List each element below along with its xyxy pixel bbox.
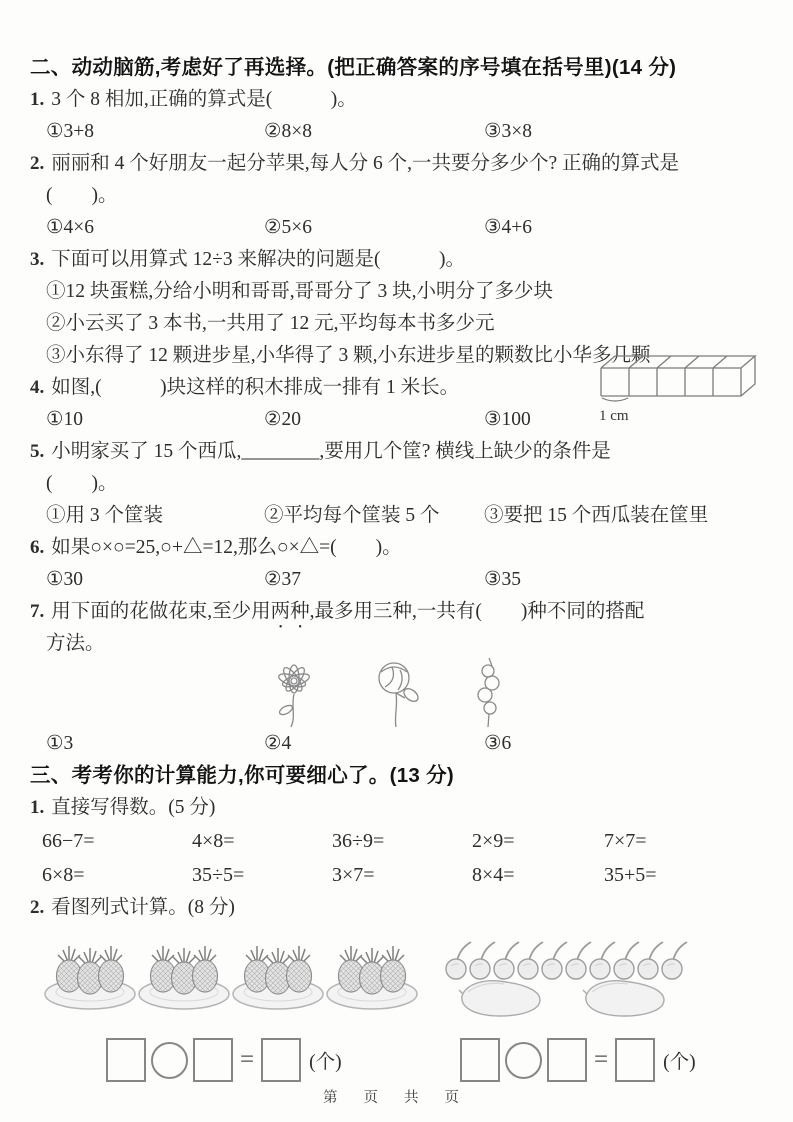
calc-problem: 3×7= [332,864,375,886]
question-2-stem-line2: ( )。 [46,185,118,206]
gladiolus-flower-icon [472,656,506,728]
pineapple-problem [30,932,434,1083]
option-2: ②平均每个筐装 5 个 [264,505,440,526]
answer-box [615,1038,655,1082]
option-1: ①用 3 个筐装 [46,505,164,526]
option-1: ①12 块蛋糕,分给小明和哥哥,哥哥分了 3 块,小明分了多少块 [46,281,554,302]
equals-sign: = [240,1046,255,1073]
calc-problem: 35÷5= [192,864,245,886]
option-3: ③3×8 [484,121,532,142]
question-stem: 小明家买了 15 个西瓜,________,要用几个筐? 横线上缺少的条件是 [51,441,611,462]
question-5 [30,436,767,532]
operator-circle [151,1042,188,1079]
question-3-stem-line [30,244,767,276]
question-5-options [30,500,767,532]
question-number: 1. [30,89,45,110]
question-number: 4. [30,377,45,398]
question-stem: 如图,( )块这样的积木排成一排有 1 米长。 [51,377,460,398]
question-number: 3. [30,249,45,270]
calc-problem: 4×8= [192,830,235,852]
stem-part-2: ,最多用三种,一共有( )种不同的搭配 [309,601,645,622]
question-1-options [30,116,767,148]
option-1: ①3 [46,733,74,754]
pictorial-figures-row [30,932,767,1083]
question-7-options [30,728,767,760]
cherries-mangoes-figure [444,932,700,1018]
option-3: ③100 [484,409,531,430]
option-3: ③4+6 [484,217,532,238]
unit-label: (个) [309,1052,342,1073]
question-1 [30,84,767,148]
option-1: ①4×6 [46,217,94,238]
cherry-mango-problem [434,932,767,1083]
question-stem: 如果○×○=25,○+△=12,那么○×△=( )。 [51,537,402,558]
question-7-stem-line2: 方法。 [46,633,105,654]
option-2: ②5×6 [264,217,312,238]
subsection-number: 2. [30,897,45,918]
question-6 [30,532,767,596]
cherry-equation-row [460,1037,767,1083]
cube-unit-label: 1 cm [599,408,629,424]
section-two-heading: 二、动动脑筋,考虑好了再选择。(把正确答案的序号填在括号里)(14 分) [30,56,677,79]
calc-problem: 7×7= [604,830,647,852]
question-stem: 下面可以用算式 12÷3 来解决的问题是( )。 [51,249,465,270]
question-stem: 3 个 8 相加,正确的算式是( )。 [51,89,357,110]
rose-flower-icon [368,660,424,728]
cube-strip-svg [597,352,773,404]
answer-box [193,1038,233,1082]
question-stem [51,601,644,622]
pineapple-equation-row [106,1037,434,1083]
question-number: 6. [30,537,45,558]
subsection-title: 直接写得数。(5 分) [51,797,216,818]
option-2: ②4 [264,733,292,754]
question-stem: 丽丽和 4 个好朋友一起分苹果,每人分 6 个,一共要分多少个? 正确的算式是 [51,153,680,174]
question-5-stem-line2: ( )。 [46,473,118,494]
option-3: ③6 [484,733,512,754]
option-2: ②小云买了 3 本书,一共用了 12 元,平均每本书多少元 [46,313,495,334]
option-3: ③小东得了 12 颗进步星,小华得了 3 颗,小东进步星的颗数比小华多几颗 [46,345,651,366]
pictorial-calc-title [30,892,767,924]
cube-strip-figure [597,352,777,425]
pineapple-plates-figure [32,932,428,1018]
unit-label: (个) [663,1052,696,1073]
stem-emphasized-words: 两种 [270,601,310,622]
calc-problem: 6×8= [42,864,85,886]
calc-problem: 35+5= [604,864,657,886]
calc-row-1 [30,824,767,858]
calc-problem: 8×4= [472,864,515,886]
question-number: 7. [30,601,45,622]
subsection-number: 1. [30,797,45,818]
question-5-stem-line [30,436,767,468]
question-6-stem-line [30,532,767,564]
calc-row-2 [30,858,767,892]
option-1: ①3+8 [46,121,94,142]
option-3: ③要把 15 个西瓜装在筐里 [484,505,709,526]
answer-box [261,1038,301,1082]
calc-problem: 66−7= [42,830,95,852]
option-1: ①30 [46,569,83,590]
operator-circle [505,1042,542,1079]
question-2 [30,148,767,244]
answer-box [460,1038,500,1082]
page-footer: 第 页 共 页 [322,1090,471,1106]
question-2-options [30,212,767,244]
option-3: ③35 [484,569,521,590]
question-7 [30,596,767,760]
calc-problem: 36÷9= [332,830,385,852]
question-2-stem-line [30,148,767,180]
answer-box [106,1038,146,1082]
answer-box [547,1038,587,1082]
calc-problem: 2×9= [472,830,515,852]
subsection-title: 看图列式计算。(8 分) [51,897,235,918]
question-number: 5. [30,441,45,462]
flower-figures [268,660,767,728]
lily-flower-icon [268,660,320,728]
option-2: ②20 [264,409,301,430]
equals-sign: = [594,1046,609,1073]
option-1: ①10 [46,409,83,430]
question-6-options [30,564,767,596]
question-7-stem-line [30,596,767,628]
question-number: 2. [30,153,45,174]
option-2: ②8×8 [264,121,312,142]
direct-calc-title [30,792,767,824]
section-three-heading: 三、考考你的计算能力,你可要细心了。(13 分) [30,764,455,787]
question-1-stem-line [30,84,767,116]
option-2: ②37 [264,569,301,590]
stem-part-1: 用下面的花做花束,至少用 [51,601,271,622]
